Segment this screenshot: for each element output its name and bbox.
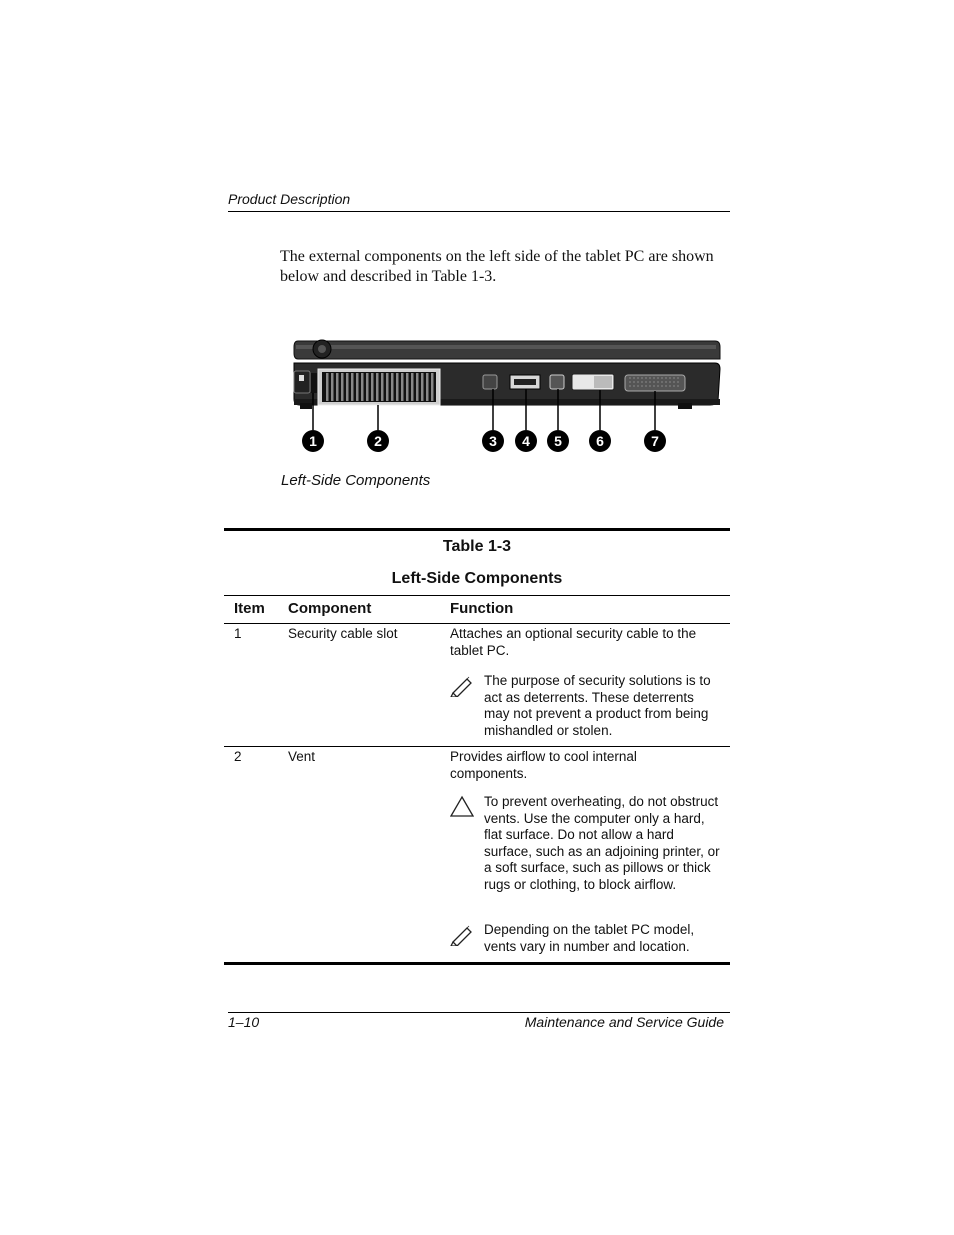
callout-5 bbox=[547, 430, 569, 452]
row1-note: The purpose of security solutions is to act as deterrents. These deterrents may not prevent a product from being mishandled or stolen. bbox=[484, 673, 711, 738]
row1-item: 1 bbox=[234, 626, 242, 641]
row1-component: Security cable slot bbox=[288, 626, 398, 641]
header-rule bbox=[228, 211, 730, 212]
left-side-components-figure bbox=[290, 335, 730, 460]
svg-text:2: 2 bbox=[374, 433, 382, 449]
table-number: Table 1-3 bbox=[442, 538, 512, 555]
footer-rule bbox=[228, 1012, 730, 1013]
table-bottom-rule bbox=[224, 962, 730, 965]
note-pencil-icon bbox=[450, 924, 474, 946]
page-number: 1–10 bbox=[228, 1014, 260, 1030]
caution-triangle-icon bbox=[450, 795, 474, 817]
row2-item: 2 bbox=[234, 749, 242, 764]
table-top-rule bbox=[224, 528, 730, 531]
column-header-function: Function bbox=[450, 600, 514, 617]
callout-6 bbox=[589, 430, 611, 452]
callout-7 bbox=[644, 430, 666, 452]
running-header: Product Description bbox=[228, 191, 351, 207]
column-header-component: Component bbox=[288, 600, 372, 617]
svg-text:6: 6 bbox=[596, 433, 604, 449]
callout-3 bbox=[482, 430, 504, 452]
row1-function: Attaches an optional security cable to the tablet PC. bbox=[450, 626, 697, 658]
svg-text:3: 3 bbox=[489, 433, 497, 449]
row2-note: Depending on the tablet PC model, vents vary in number and location. bbox=[484, 922, 695, 954]
callout-2 bbox=[367, 430, 389, 452]
note-pencil-icon bbox=[450, 675, 474, 697]
table-title: Left-Side Components bbox=[391, 570, 563, 587]
row-divider bbox=[224, 746, 730, 747]
intro-paragraph: The external components on the left side of the tablet PC are shown below and described in Table 1-3. bbox=[280, 248, 714, 285]
svg-text:5: 5 bbox=[554, 433, 562, 449]
row2-function: Provides airflow to cool internal components. bbox=[450, 749, 637, 781]
callout-1 bbox=[302, 430, 324, 452]
svg-text:7: 7 bbox=[651, 433, 659, 449]
column-header-item: Item bbox=[234, 600, 265, 617]
row2-component: Vent bbox=[288, 749, 316, 764]
guide-title: Maintenance and Service Guide bbox=[524, 1014, 724, 1030]
callout-4 bbox=[515, 430, 537, 452]
figure-caption: Left-Side Components bbox=[281, 472, 431, 489]
svg-text:1: 1 bbox=[309, 433, 317, 449]
table-header-row bbox=[224, 595, 730, 624]
svg-text:4: 4 bbox=[522, 433, 530, 449]
row2-caution: To prevent overheating, do not obstruct vents. Use the computer only a hard, flat surface. Do not allow a hard surface, such as an adjoining printer, or a soft surface, such as pillows or thick rugs or clothing, to block airflow. bbox=[484, 794, 720, 892]
